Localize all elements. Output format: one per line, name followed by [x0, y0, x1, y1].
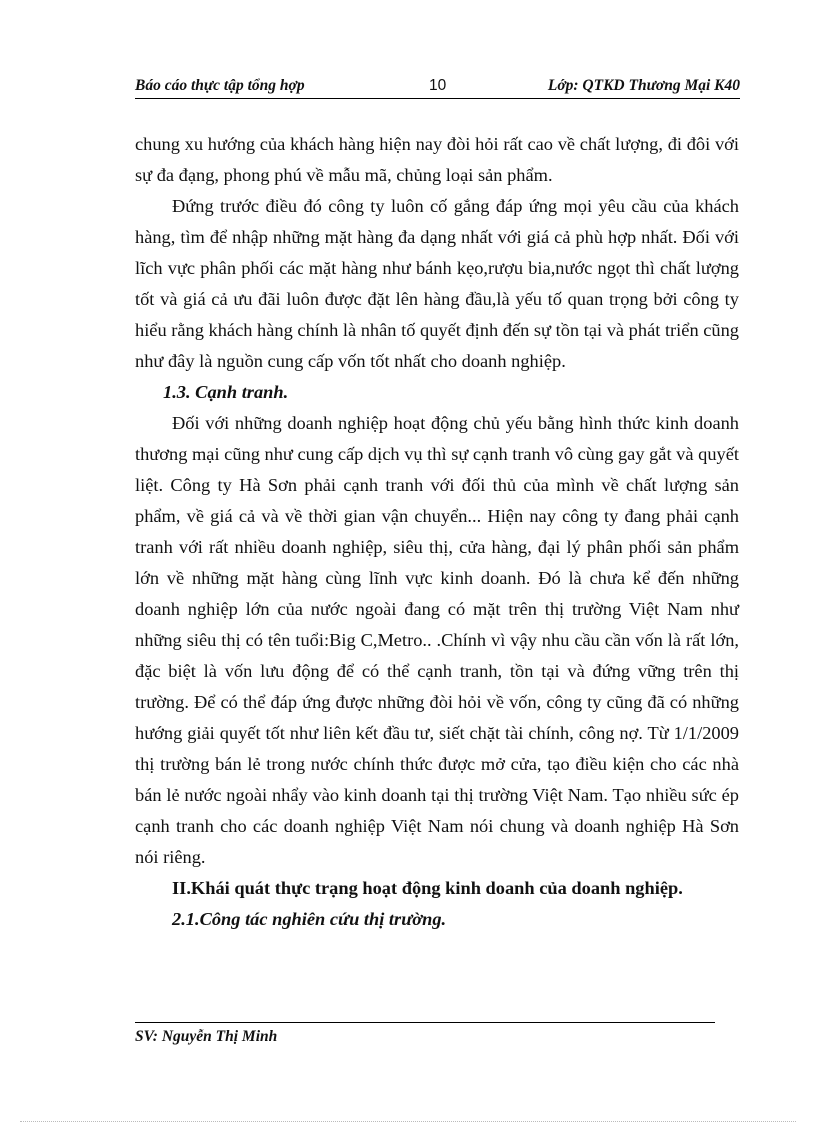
page-body — [135, 129, 739, 935]
header-class-name: Lớp: QTKD Thương Mại K40 — [547, 77, 740, 94]
paragraph-continued: chung xu hướng của khách hàng hiện nay đòi hỏi rất cao về chất lượng, đi đôi với sự đa đạng, phong phú về mẫu mã, chủng loại sản phẩm. — [135, 134, 739, 185]
heading-section-1-3: 1.3. Cạnh tranh. — [163, 382, 289, 402]
paragraph-customer-demands: Đứng trước điều đó công ty luôn cố gắng đáp ứng mọi yêu cầu của khách hàng, tìm để nhập những mặt hàng đa dạng nhất với giá cả phù hợp nhất. Đối với lĩch vực phân phối các mặt hàng như bánh kẹo,rượu bia,nước ngọt thì chất lượng tốt và giá cả ưu đãi luôn được đặt lên hàng đầu,là yếu tố quan trọng bởi công ty hiểu rằng khách hàng chính là nhân tố quyết định đến sự tồn tại và phát triển cũng như đây là nguồn cung cấp vốn tốt nhất cho doanh nghiệp. — [135, 196, 739, 371]
page-bottom-edge — [20, 1121, 796, 1122]
footer-student-name: SV: Nguyễn Thị Minh — [135, 1028, 278, 1045]
heading-section-2-1: 2.1.Công tác nghiên cứu thị trường. — [172, 909, 447, 929]
page-number: 10 — [429, 77, 447, 94]
page-header — [135, 74, 740, 99]
header-report-title: Báo cáo thực tập tổng hợp — [135, 77, 305, 94]
heading-section-II: II.Khái quát thực trạng hoạt động kinh doanh của doanh nghiệp. — [172, 878, 683, 898]
footer-divider — [135, 1022, 715, 1023]
paragraph-competition: Đối với những doanh nghiệp hoạt động chủ yếu bằng hình thức kinh doanh thương mại cũng như cung cấp dịch vụ thì sự cạnh tranh vô cùng gay gắt và quyết liệt. Công ty Hà Sơn phải cạnh tranh với đối thủ của mình về chất lượng sản phẩm, về giá cả và về thời gian vận chuyển... Hiện nay công ty đang phải cạnh tranh với rất nhiều doanh nghiệp, siêu thị, cửa hàng, đại lý phân phối sản phẩm lớn về những mặt hàng cùng lĩnh vực kinh doanh. Đó là chưa kể đến những doanh nghiệp lớn của nước ngoài đang có mặt trên thị trường Việt Nam như những siêu thị có tên tuổi:Big C,Metro.. .Chính vì vậy nhu cầu cần vốn là rất lớn, đặc biệt là vốn lưu động để có thể cạnh tranh, tồn tại và đứng vững trên thị trường. Để có thể đáp ứng được những đòi hỏi về vốn, công ty cũng đã có những hướng giải quyết tốt như liên kết đầu tư, siết chặt tài chính, công nợ. Từ 1/1/2009 thị trường bán lẻ trong nước chính thức được mở cửa, tạo điều kiện cho các nhà bán lẻ nước ngoài nhẩy vào kinh doanh tại thị trường Việt Nam. Tạo nhiều sức ép cạnh tranh cho các doanh nghiệp Việt Nam nói chung và doanh nghiệp Hà Sơn nói riêng. — [135, 413, 739, 867]
